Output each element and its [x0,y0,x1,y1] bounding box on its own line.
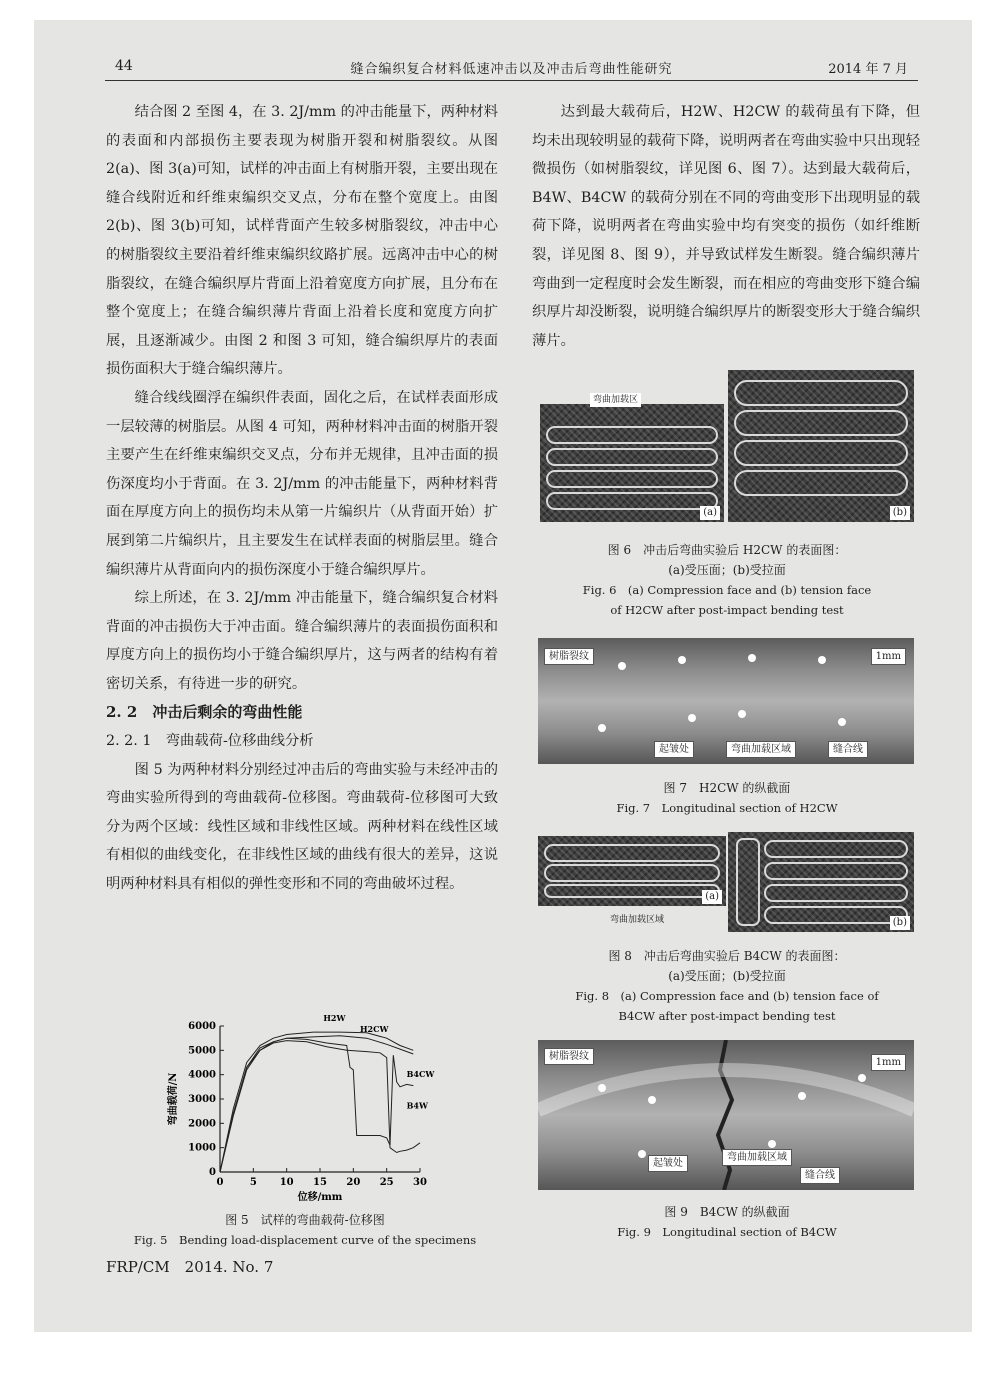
bending-region-label: 弯曲加载区 [590,393,641,407]
fig8-compression-face-photo [538,836,726,906]
stitch-line-label: 缝合线 [828,741,868,758]
x-tick-label: 30 [413,1177,427,1188]
y-tick-label: 0 [209,1167,216,1178]
loading-region-label: 弯曲加载区域 [726,741,796,758]
fig7-longitudinal-section-photo [538,638,914,764]
fig7-caption [540,778,914,818]
fig8-label-strip [538,906,726,932]
caption-cn: (a)受压面；(b)受拉面 [668,563,786,577]
right-column [532,98,920,355]
journal-footer: FRP/CM 2014. No. 7 [106,1258,274,1276]
left-column [106,98,498,899]
x-tick-label: 5 [249,1177,257,1188]
resin-crack-label: 树脂裂纹 [544,648,594,665]
y-tick-label: 3000 [188,1094,216,1105]
y-tick-label: 4000 [188,1069,216,1081]
fig8-tension-face-photo [728,832,914,932]
scale-bar-label: 1mm [871,1054,906,1071]
x-tick-label: 25 [379,1177,394,1188]
series-line-h2w [220,1032,413,1172]
loading-region-label: 弯曲加载区域 [722,1149,792,1166]
fig5-caption [110,1210,500,1250]
fracture-crack-overlay [538,1040,914,1190]
page-number: 44 [115,58,133,74]
panel-label-b: (b) [890,916,910,930]
caption-en: Fig. 6 (a) Compression face and (b) tension face [582,583,872,597]
caption-cn: (a)受压面；(b)受拉面 [668,969,786,983]
bending-region-label: 弯曲加载区域 [610,915,665,925]
caption-cn: 图 6 冲击后弯曲实验后 H2CW 的表面图： [607,543,847,557]
series-label-h2w: H2W [323,1013,346,1024]
fig6-caption [540,540,914,620]
paragraph: 缝合线线圈浮在编织件表面，固化之后，在试样表面形成一层较薄的树脂层。从图 4 可知，两种材料冲击面的树脂开裂主要产生在纤维束编织交叉点，分布并无规律，且冲击面的损伤深度均小于背面。在 3. 2J/mm 的冲击能量下，两种材料背面在厚度方向上的损伤均未从第一片编织片（从背面开始）扩展到第二片编织片，且主要发生在试样表面的树脂层里。缝合编织薄片从背面向内的损伤深度小于缝合编织厚片。 [106,389,498,578]
fig9-longitudinal-section-photo [538,1040,914,1190]
y-tick-label: 5000 [188,1045,216,1057]
paragraph: 结合图 2 至图 4，在 3. 2J/mm 的冲击能量下，两种材料的表面和内部损伤主要表现为树脂开裂和树脂裂纹。从图 2(a)、图 3(a)可知，试样的冲击面上有树脂开裂，主要出现在缝合线附近和纤维束编织交叉点，分布在整个宽度上。由图 2(b)、图 3(b)可知，试样背面产生较多树脂裂纹，冲击中心的树脂裂纹主要沿着纤维束编织纹路扩展。远离冲击中心的树脂裂纹，在缝合编织厚片背面上沿着宽度方向扩展，且分布在整个宽度上；在缝合编织薄片背面上沿着长度和宽度方向扩展，且逐渐减少。由图 2 和图 3 可知，缝合编织厚片的表面损伤面积大于缝合编织薄片。 [106,104,498,378]
series-label-b4cw: B4CW [406,1069,435,1080]
series-line-b4cw [220,1038,413,1172]
caption-cn: 图 8 冲击后弯曲实验后 B4CW 的表面图： [608,949,846,963]
panel-label-b: (b) [890,506,910,520]
subsection-heading: 2. 2. 1 弯曲载荷-位移曲线分析 [106,733,314,750]
caption-en: Fig. 7 Longitudinal section of H2CW [616,801,838,815]
x-tick-label: 15 [313,1177,327,1188]
x-tick-label: 0 [216,1177,224,1188]
paragraph: 综上所述，在 3. 2J/mm 冲击能量下，缝合编织复合材料背面的冲击损伤大于冲击面。缝合编织薄片的表面损伤面积和厚度方向上的损伤均小于缝合编织厚片，这与两者的结构有着密切关系，有待进一步的研究。 [106,590,498,692]
series-label-b4w: B4W [406,1100,428,1111]
caption-en: B4CW after post-impact bending test [618,1009,836,1023]
load-displacement-chart [160,1012,470,1212]
caption-en: of H2CW after post-impact bending test [610,603,844,617]
caption-en: Fig. 5 Bending load-displacement curve of the specimens [133,1233,477,1247]
x-tick-label: 20 [346,1177,361,1188]
series-line-b4w [220,1041,420,1172]
stitch-line-label: 缝合线 [800,1167,840,1184]
y-tick-label: 1000 [188,1142,216,1154]
caption-cn: 图 5 试样的弯曲载荷-位移图 [225,1213,385,1227]
y-axis-label: 弯曲载荷/N [168,1072,179,1126]
series-label-h2cw: H2CW [360,1024,389,1035]
wrinkle-label: 起皱处 [648,1155,688,1172]
panel-label-a: (a) [700,506,720,520]
fig9-caption [540,1202,914,1242]
scale-bar-label: 1mm [871,648,906,665]
y-tick-label: 2000 [188,1118,216,1130]
fig8-caption [540,946,914,1026]
x-tick-label: 10 [279,1177,294,1188]
y-tick-label: 6000 [188,1021,216,1032]
fig6-tension-face-photo [728,370,914,522]
caption-en: Fig. 8 (a) Compression face and (b) tension face of [575,989,879,1003]
caption-en: Fig. 9 Longitudinal section of B4CW [617,1225,837,1239]
caption-cn: 图 9 B4CW 的纵截面 [664,1205,790,1219]
resin-crack-label: 树脂裂纹 [544,1048,594,1065]
section-heading: 2. 2 冲击后剩余的弯曲性能 [106,703,303,722]
x-axis-label: 位移/mm [297,1192,343,1203]
wrinkle-label: 起皱处 [654,741,694,758]
running-header [115,56,908,78]
paragraph: 达到最大载荷后，H2W、H2CW 的载荷虽有下降，但均未出现较明显的载荷下降，说明两者在弯曲实验中只出现轻微损伤（如树脂裂纹，详见图 6、图 7）。达到最大载荷后，B4W、B4CW 的载荷分别在不同的弯曲变形下出现明显的载荷下降，说明两者在弯曲实验中均有突变的损伤（如纤维断裂，详见图 8、图 9），并导致试样发生断裂。缝合编织薄片弯曲到一定程度时会发生断裂，而在相应的弯曲变形下缝合编织厚片却没断裂，说明缝合编织厚片的断裂变形大于缝合编织薄片。 [532,104,920,349]
issue-date: 2014 年 7 月 [828,62,908,77]
paragraph: 图 5 为两种材料分别经过冲击后的弯曲实验与未经冲击的弯曲实验所得到的弯曲载荷-位移图。弯曲载荷-位移图可大致分为两个区域：线性区域和非线性区域。两种材料在线性区域有相似的曲线变化，在非线性区域的曲线有很大的差异，这说明两种材料具有相似的弹性变形和不同的弯曲破坏过程。 [106,761,498,893]
header-rule [105,80,918,81]
fig6-compression-face-photo [540,404,724,522]
running-title: 缝合编织复合材料低速冲击以及冲击后弯曲性能研究 [350,62,673,77]
caption-cn: 图 7 H2CW 的纵截面 [663,781,791,795]
panel-label-a: (a) [702,890,722,904]
